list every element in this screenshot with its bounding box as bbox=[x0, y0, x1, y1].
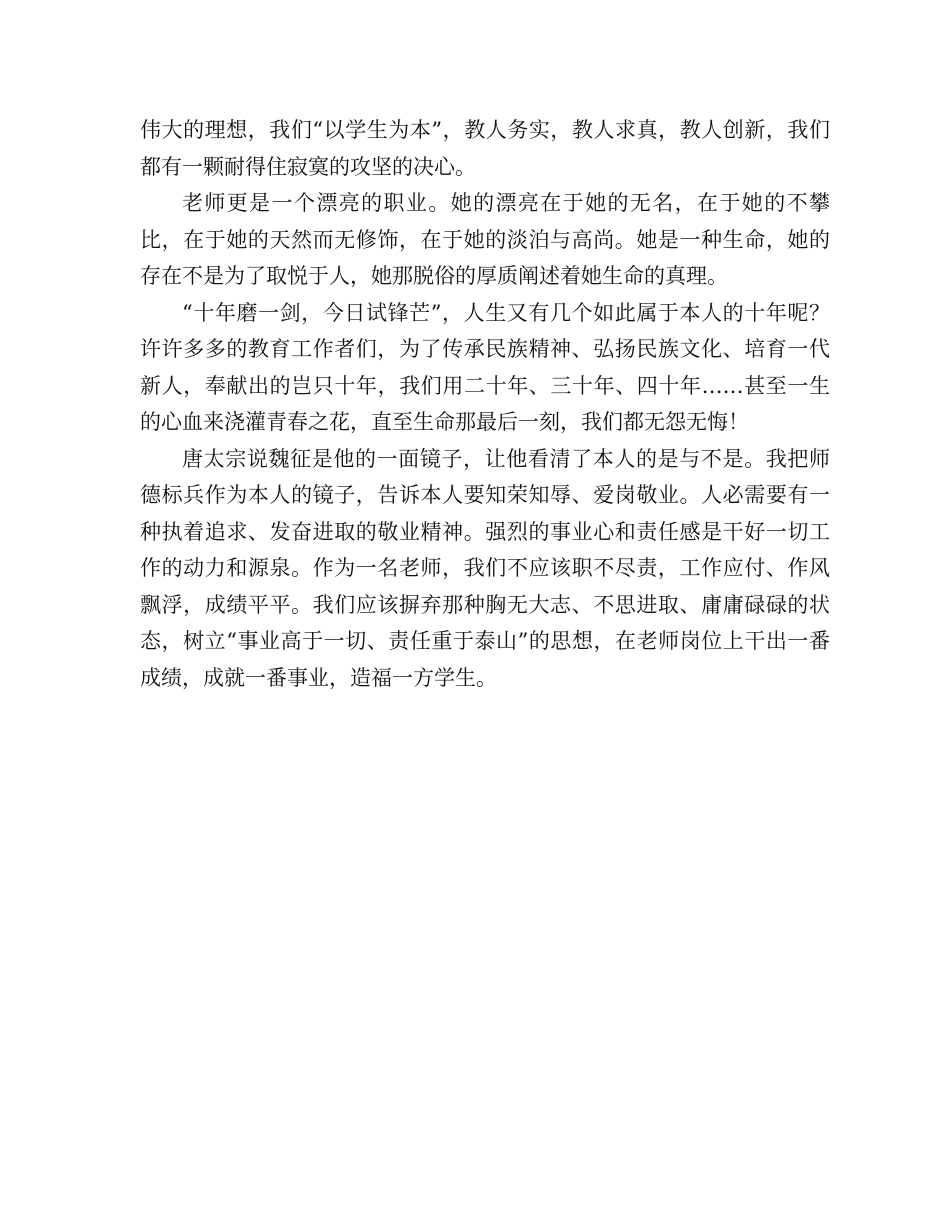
document-body bbox=[140, 112, 830, 696]
paragraph-ten-years: “十年磨一剑，今日试锋芒”，人生又有几个如此属于本人的十年呢？许许多多的教育工作者们，为了传承民族精神、弘扬民族文化、培育一代新人，奉献出的岂只十年，我们用二十年、三十年、四十年……甚至一生的心血来浇灌青春之花，直至生命那最后一刻，我们都无怨无悔！ bbox=[140, 300, 830, 434]
paragraph-mirror: 唐太宗说魏征是他的一面镜子，让他看清了本人的是与不是。我把师德标兵作为本人的镜子，告诉本人要知荣知辱、爱岗敬业。人必需要有一种执着追求、发奋进取的敬业精神。强烈的事业心和责任感是干好一切工作的动力和源泉。作为一名老师，我们不应该职不尽责，工作应付、作风飘浮，成绩平平。我们应该摒弃那种胸无大志、不思进取、庸庸碌碌的状态，树立“事业高于一切、责任重于泰山”的思想，在老师岗位上干出一番成绩，成就一番事业，造福一方学生。 bbox=[140, 446, 830, 690]
paragraph-continuation: 伟大的理想，我们“以学生为本”，教人务实，教人求真，教人创新，我们都有一颗耐得住寂寞的攻坚的决心。 bbox=[140, 118, 830, 179]
paragraph-teacher-profession: 老师更是一个漂亮的职业。她的漂亮在于她的无名，在于她的不攀比，在于她的天然而无修饰，在于她的淡泊与高尚。她是一种生命，她的存在不是为了取悦于人，她那脱俗的厚质阐述着她生命的真理。 bbox=[140, 191, 830, 288]
